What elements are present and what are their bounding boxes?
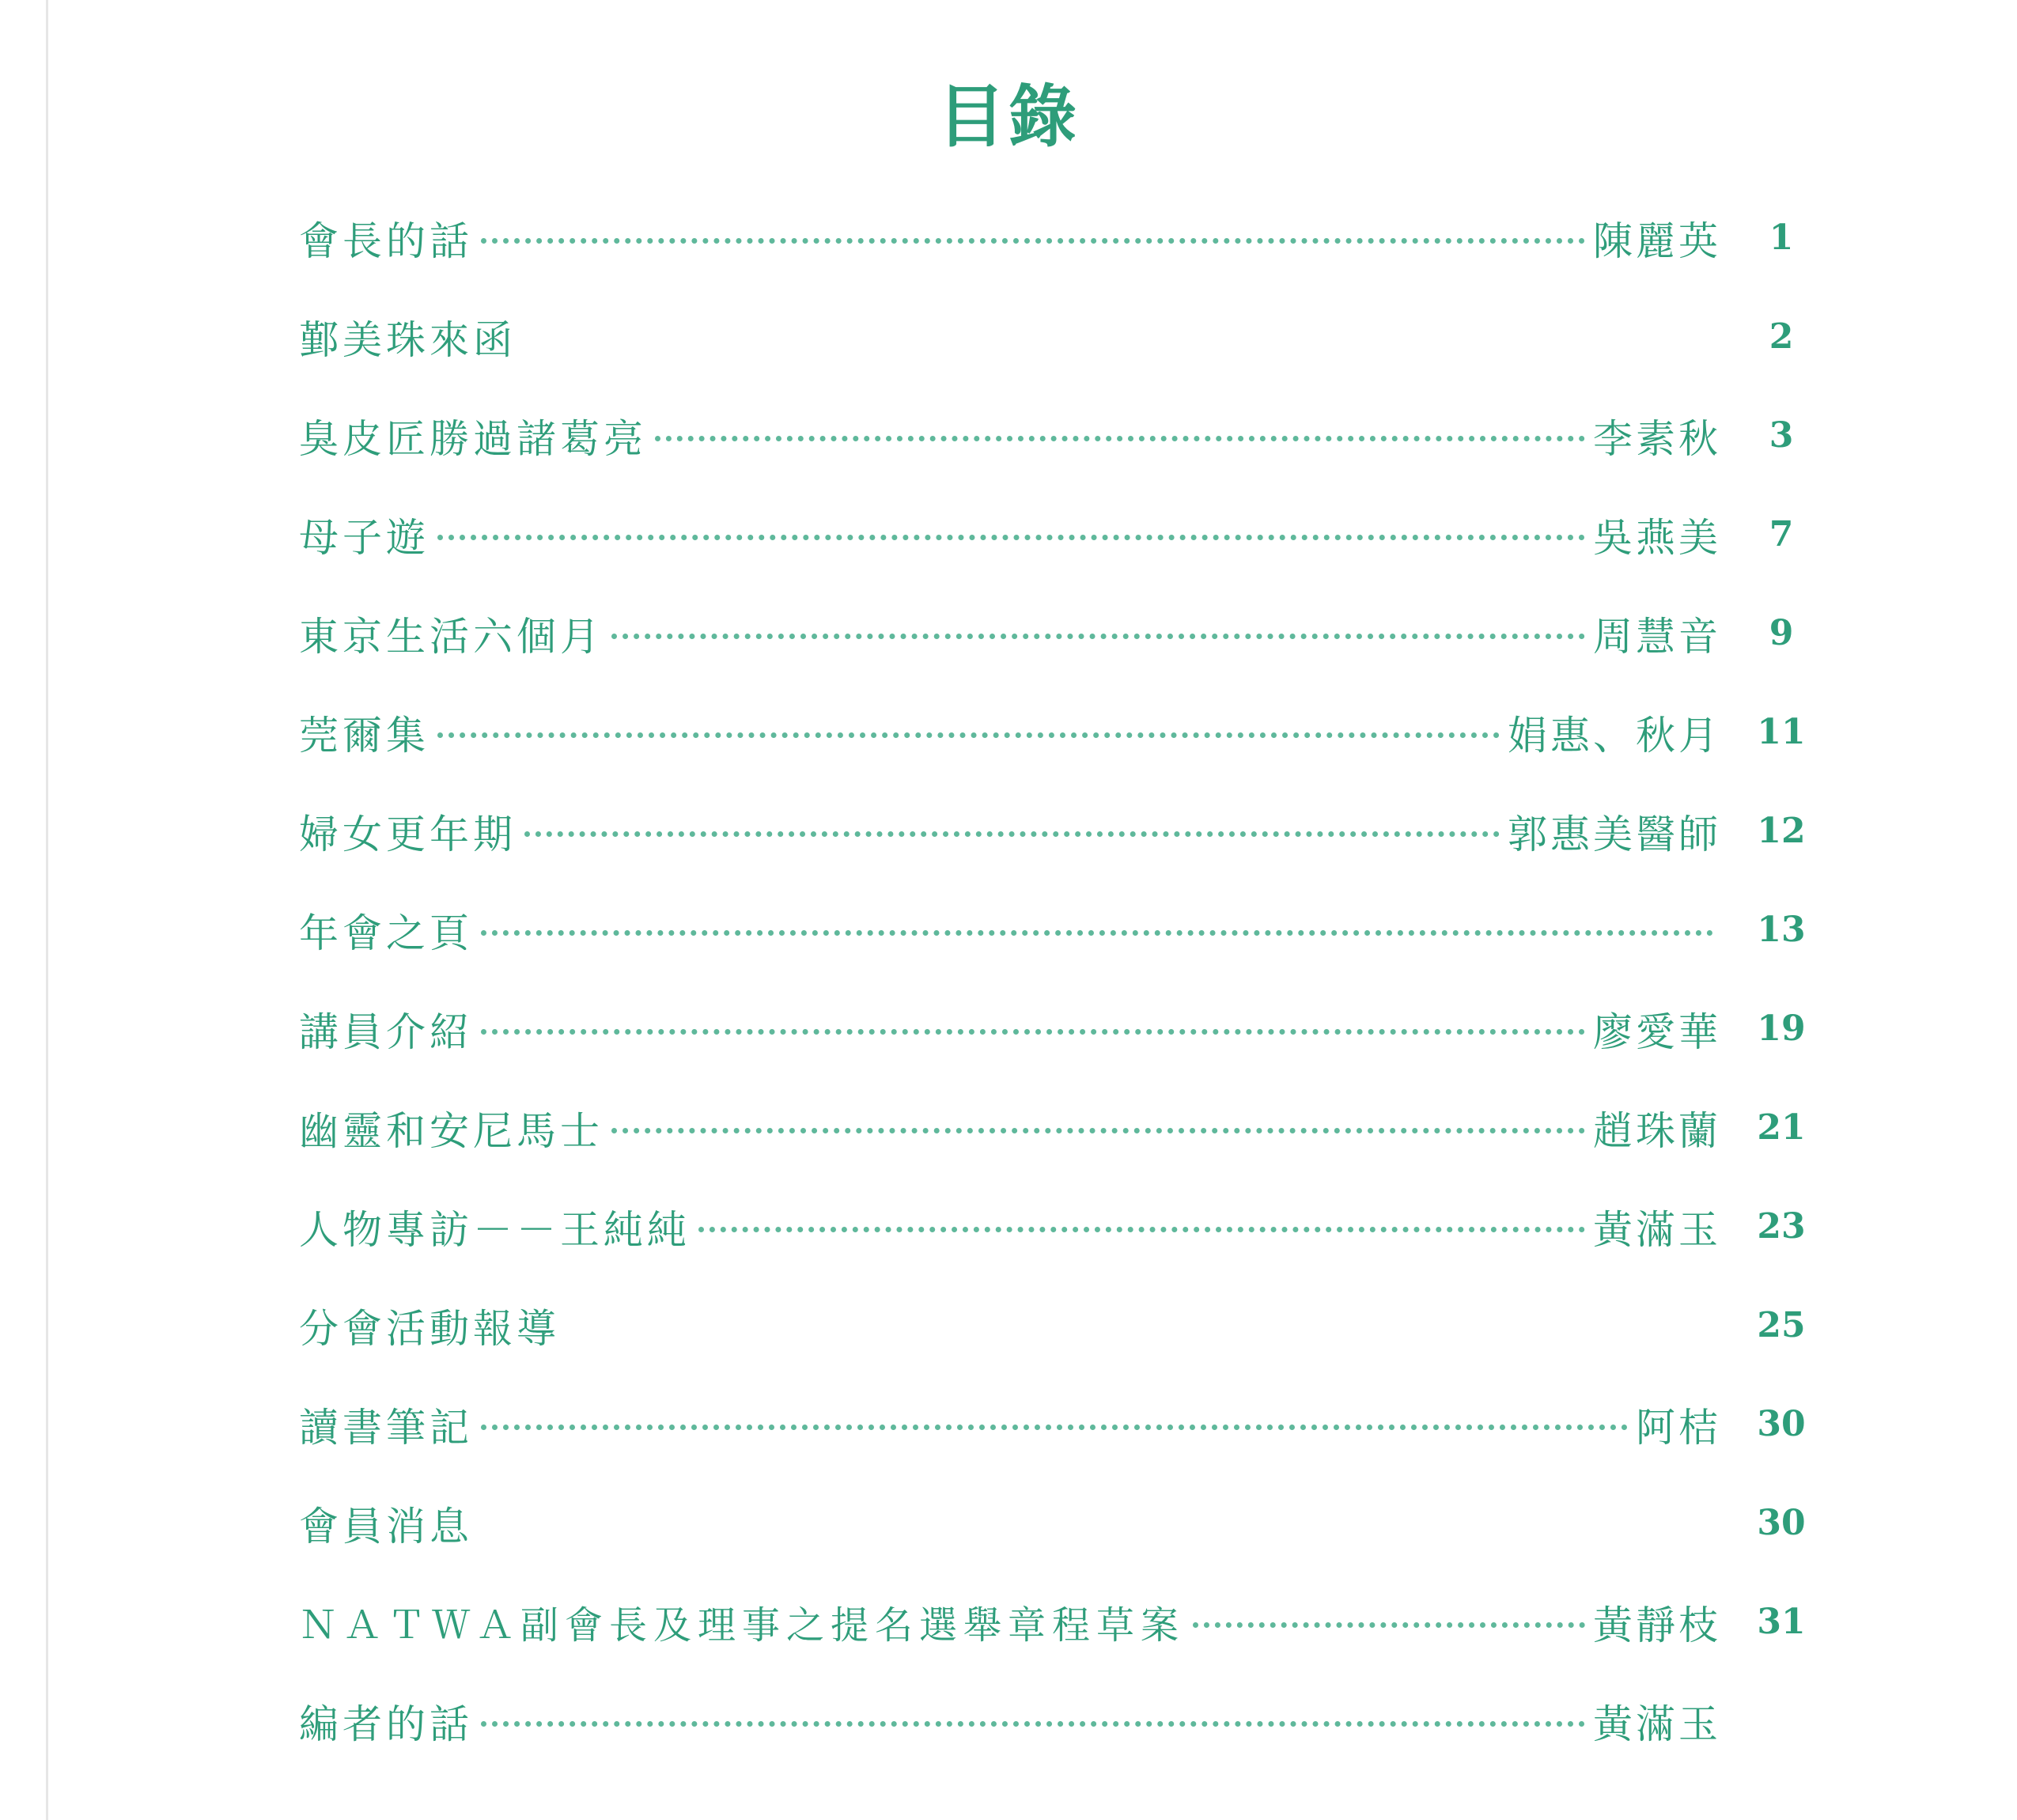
table-of-contents (299, 188, 1810, 1770)
toc-entry-title: 鄞美珠來函 (299, 316, 517, 363)
toc-entry-title: 東京生活六個月 (299, 613, 604, 660)
toc-entry-page-number: 2 (1769, 316, 1794, 357)
toc-entry-title: 幽靈和安尼馬士 (299, 1107, 604, 1154)
toc-entry-title: 人物專訪－－王純純 (299, 1206, 691, 1253)
toc-entry[interactable] (299, 485, 1810, 584)
toc-entry-title: 年會之頁 (299, 910, 473, 956)
dot-leader (655, 436, 1585, 441)
page-edge-rule (46, 0, 48, 1820)
toc-entry[interactable] (299, 1375, 1810, 1474)
toc-entry-author: 周慧音 (1593, 613, 1721, 660)
toc-entry-page-number: 11 (1757, 712, 1806, 752)
toc-entry-page-number: 3 (1769, 415, 1794, 456)
toc-entry-title: 會長的話 (299, 218, 473, 264)
toc-entry-page-number: 9 (1769, 613, 1794, 653)
toc-entry-title: 讀書筆記 (299, 1404, 473, 1451)
dot-leader (524, 831, 1500, 837)
dot-leader (1193, 1622, 1585, 1628)
page-title: 目錄 (937, 77, 1080, 157)
toc-entry-title: 講員介紹 (299, 1008, 473, 1055)
toc-entry-author: 李素秋 (1593, 415, 1721, 462)
toc-entry-author: 郭惠美醫師 (1508, 811, 1721, 857)
dot-leader (481, 238, 1585, 244)
toc-entry[interactable] (299, 188, 1810, 287)
toc-entry-page-number: 19 (1757, 1008, 1806, 1049)
toc-entry-page-number: 30 (1757, 1503, 1806, 1543)
toc-entry[interactable] (299, 1474, 1810, 1572)
toc-entry[interactable] (299, 781, 1810, 880)
toc-entry-author: 陳麗英 (1593, 218, 1721, 264)
toc-entry[interactable] (299, 880, 1810, 979)
dot-leader (481, 1721, 1585, 1727)
dot-leader (611, 634, 1585, 639)
toc-entry-title: 分會活動報導 (299, 1305, 560, 1352)
toc-entry-title: 會員消息 (299, 1503, 473, 1549)
dot-leader (481, 1425, 1628, 1430)
toc-entry-author: 阿桔 (1636, 1404, 1721, 1451)
toc-entry[interactable] (299, 1572, 1810, 1671)
toc-entry-page-number: 30 (1757, 1404, 1806, 1444)
toc-entry-page-number: 12 (1757, 811, 1806, 851)
toc-entry-page-number: 21 (1757, 1107, 1806, 1148)
toc-entry-author: 黃滿玉 (1593, 1206, 1721, 1253)
toc-entry-title: 婦女更年期 (299, 811, 517, 857)
toc-entry[interactable] (299, 287, 1810, 386)
dot-leader (437, 732, 1500, 738)
toc-entry[interactable] (299, 979, 1810, 1078)
toc-entry-title: 莞爾集 (299, 712, 430, 759)
toc-entry-title: 編者的話 (299, 1701, 473, 1747)
toc-entry[interactable] (299, 683, 1810, 781)
dot-leader (481, 930, 1713, 936)
toc-entry[interactable] (299, 584, 1810, 683)
toc-entry-title: 母子遊 (299, 514, 430, 561)
toc-entry-title: ＮＡＴＷＡ副會長及理事之提名選舉章程草案 (299, 1603, 1186, 1648)
toc-entry[interactable] (299, 1671, 1810, 1770)
toc-entry-page-number: 31 (1757, 1602, 1806, 1642)
dot-leader (481, 1029, 1585, 1035)
toc-entry-author: 娟惠、秋月 (1508, 712, 1721, 759)
dot-leader (698, 1227, 1585, 1232)
dot-leader (437, 535, 1585, 540)
toc-entry[interactable] (299, 386, 1810, 485)
toc-entry[interactable] (299, 1078, 1810, 1177)
toc-entry[interactable] (299, 1177, 1810, 1276)
toc-entry-author: 趙珠蘭 (1593, 1107, 1721, 1154)
toc-entry-page-number: 25 (1757, 1305, 1806, 1345)
toc-entry-author: 黃滿玉 (1593, 1701, 1721, 1747)
toc-entry-page-number: 13 (1757, 910, 1806, 950)
dot-leader (611, 1128, 1585, 1133)
toc-entry-author: 吳燕美 (1593, 514, 1721, 561)
toc-entry-author: 廖愛華 (1593, 1008, 1721, 1055)
toc-entry-page-number: 7 (1769, 514, 1794, 554)
toc-entry-page-number: 1 (1769, 218, 1794, 258)
toc-entry-page-number: 23 (1757, 1206, 1806, 1247)
toc-entry[interactable] (299, 1276, 1810, 1375)
toc-entry-title: 臭皮匠勝過諸葛亮 (299, 415, 647, 462)
toc-entry-author: 黃靜枝 (1593, 1602, 1721, 1648)
